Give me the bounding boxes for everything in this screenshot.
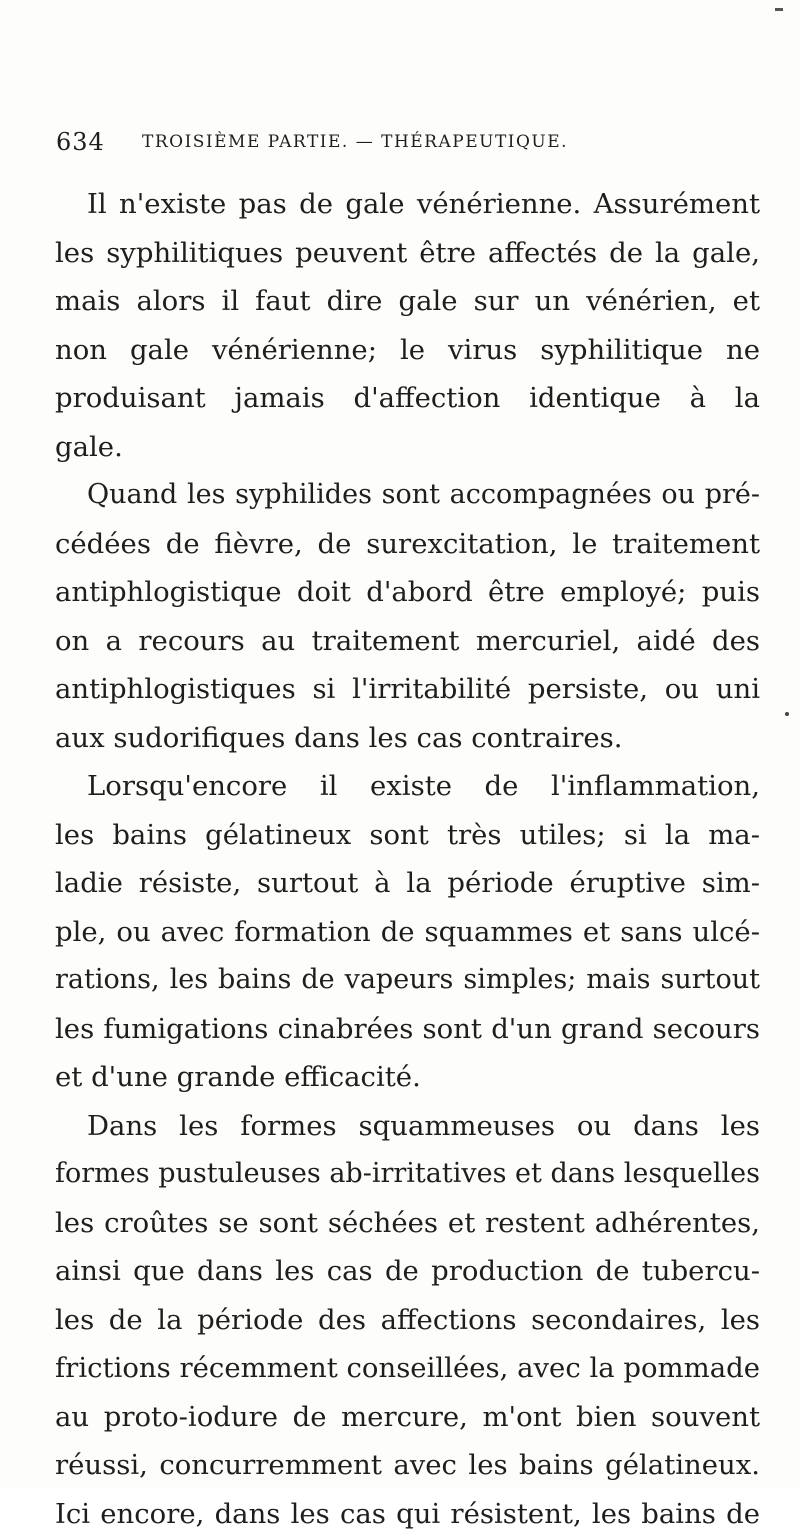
text-line: frictions récemment conseillées, avec la pommade [55, 1344, 760, 1393]
text-line: antiphlogistique doit d'abord être employé; puis [55, 568, 760, 617]
text-line: cédées de fièvre, de surexcitation, le traitement [55, 520, 760, 569]
text-line: Dans les formes squammeuses ou dans les [55, 1102, 760, 1151]
running-head: TROISIÈME PARTIE. — THÉRAPEUTIQUE. [142, 132, 568, 152]
text-line: Quand les syphilides sont accompagnées ou pré- [55, 471, 760, 520]
text-line: aux sudorifiques dans les cas contraires. [55, 714, 760, 763]
text-line: produisant jamais d'affection identique à la [55, 374, 760, 423]
text-line: les croûtes se sont séchées et restent adhérentes, [55, 1199, 760, 1248]
page-body [55, 180, 760, 1538]
text-line: ladie résiste, surtout à la période éruptive sim- [55, 859, 760, 908]
text-line: rations, les bains de vapeurs simples; mais surtout [55, 956, 760, 1005]
edge-mark [775, 8, 783, 11]
text-line: gale. [55, 423, 760, 472]
text-line: réussi, concurremment avec les bains gélatineux. [55, 1441, 760, 1490]
text-line: les bains gélatineux sont très utiles; si la ma- [55, 811, 760, 860]
page-header [56, 128, 756, 168]
text-line: Lorsqu'encore il existe de l'inflammation, [55, 762, 760, 811]
text-line: non gale vénérienne; le virus syphilitique ne [55, 326, 760, 375]
text-line: mais alors il faut dire gale sur un vénérien, et [55, 277, 760, 326]
text-line: Ici encore, dans les cas qui résistent, les bains de [55, 1490, 760, 1538]
text-line: Il n'existe pas de gale vénérienne. Assurément [55, 180, 760, 229]
text-line: ainsi que dans les cas de production de tubercu- [55, 1247, 760, 1296]
text-line: on a recours au traitement mercuriel, aidé des [55, 617, 760, 666]
edge-mark [785, 712, 789, 716]
text-line: ple, ou avec formation de squammes et sans ulcé- [55, 908, 760, 957]
text-line: antiphlogistiques si l'irritabilité persiste, ou uni [55, 665, 760, 714]
text-line: les syphilitiques peuvent être affectés de la gale, [55, 229, 760, 278]
text-line: au proto-iodure de mercure, m'ont bien souvent [55, 1393, 760, 1442]
text-line: et d'une grande efficacité. [55, 1053, 760, 1102]
text-line: les fumigations cinabrées sont d'un grand secours [55, 1005, 760, 1054]
page-number: 634 [56, 128, 105, 156]
text-line: formes pustuleuses ab-irritatives et dans lesquelles [55, 1150, 760, 1199]
text-line: les de la période des affections secondaires, les [55, 1296, 760, 1345]
